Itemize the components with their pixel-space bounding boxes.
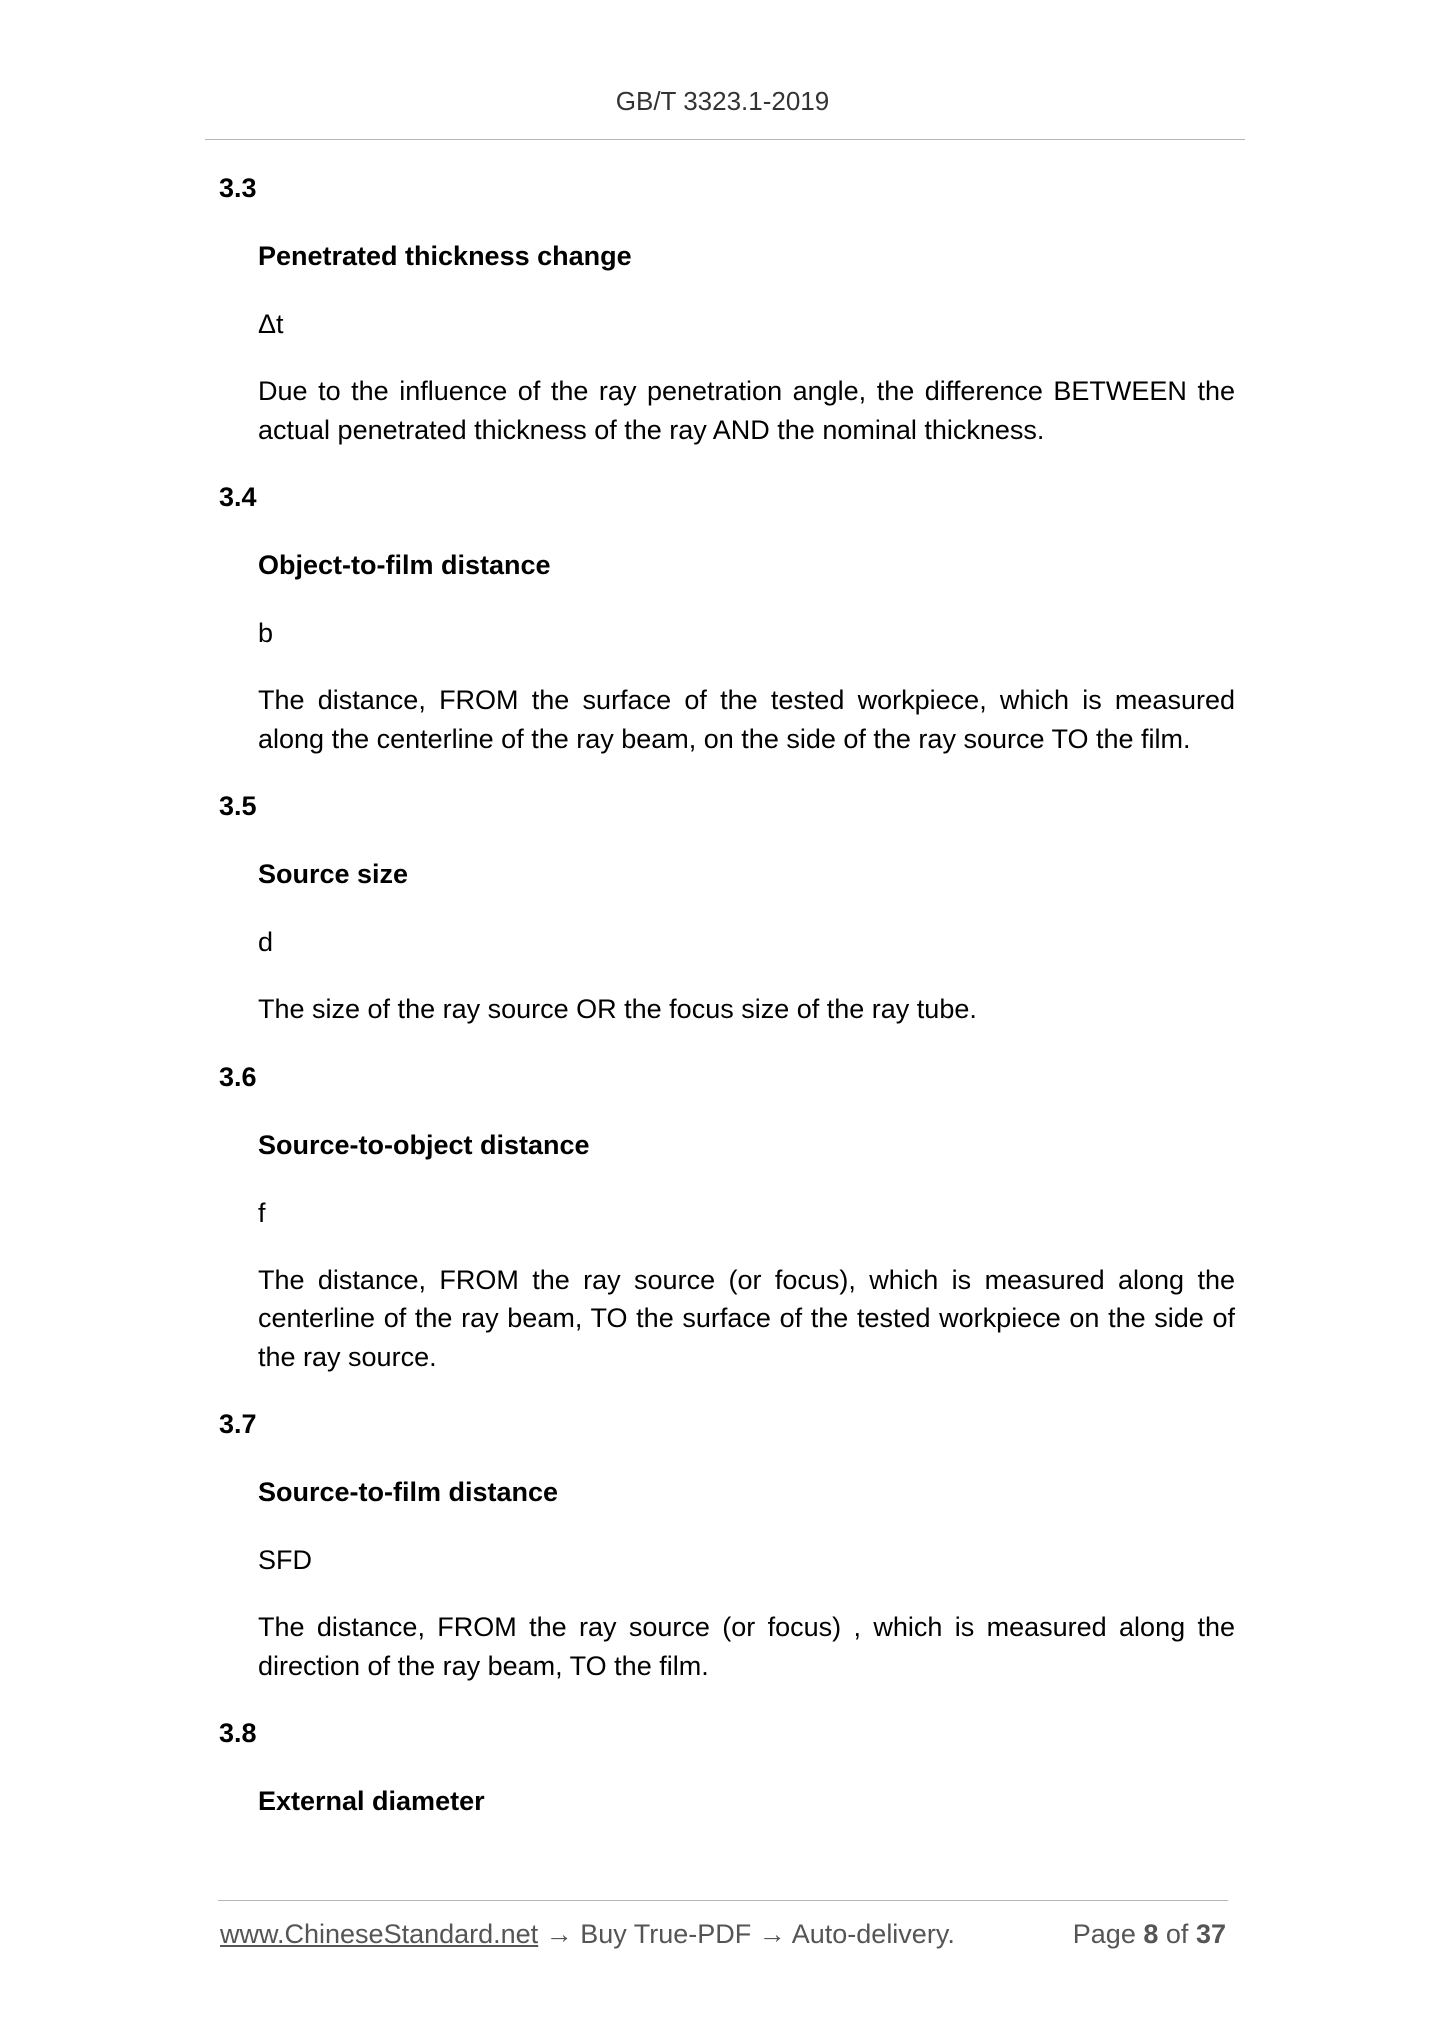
section-3-7: [219, 1404, 1235, 1685]
section-number: 3.3: [219, 173, 257, 203]
footer-divider: [218, 1900, 1228, 1901]
section-number: 3.4: [219, 482, 257, 512]
term-symbol: b: [258, 618, 274, 648]
term-symbol: f: [258, 1197, 266, 1228]
section-3-3: [219, 168, 1235, 449]
section-3-6: [219, 1057, 1235, 1377]
term-definition: The distance, FROM the ray source (or focus), which is measured along the centerline of the ray beam, TO the surface of the tested workpiece on the side of the ray source.: [258, 1264, 1235, 1372]
footer-promo: [220, 1919, 955, 1950]
page-label: Page: [1072, 1919, 1136, 1949]
term-definition: The size of the ray source OR the focus size of the ray tube.: [258, 994, 977, 1024]
term-symbol: d: [258, 927, 274, 957]
term-title: Source-to-film distance: [258, 1477, 559, 1507]
of-label: of: [1165, 1919, 1189, 1949]
term-title: Penetrated thickness change: [258, 241, 632, 271]
term-definition: The distance, FROM the ray source (or focus) , which is measured along the direction of the ray beam, TO the film.: [258, 1612, 1235, 1681]
term-definition: The distance, FROM the surface of the tested workpiece, which is measured along the centerline of the ray beam, on the side of the ray source TO the film.: [258, 685, 1235, 754]
section-number: 3.6: [219, 1061, 257, 1092]
document-header-title: GB/T 3323.1-2019: [615, 86, 830, 116]
page-footer: [220, 1919, 1226, 1959]
term-title: Object-to-film distance: [258, 550, 551, 580]
document-body: [219, 168, 1235, 1849]
term-title: External diameter: [258, 1786, 485, 1816]
term-definition: Due to the influence of the ray penetration angle, the difference BETWEEN the actual penetrated thickness of the ray AND the nominal thickness.: [258, 376, 1235, 445]
term-title: Source size: [258, 859, 409, 889]
page-counter: [1073, 1919, 1226, 1950]
section-3-8: [219, 1713, 1235, 1821]
section-number: 3.5: [219, 791, 257, 821]
header-divider: [205, 139, 1245, 140]
term-title: Source-to-object distance: [258, 1129, 590, 1160]
footer-tagline: → Buy True-PDF → Auto-delivery.: [538, 1919, 955, 1949]
total-page-count: 37: [1195, 1919, 1226, 1949]
section-3-4: [219, 477, 1235, 758]
section-3-5: [219, 786, 1235, 1029]
current-page-number: 8: [1143, 1919, 1159, 1949]
section-number: 3.8: [219, 1718, 257, 1748]
term-symbol: SFD: [258, 1545, 312, 1575]
section-number: 3.7: [219, 1409, 257, 1439]
website-link[interactable]: www.ChineseStandard.net: [220, 1919, 539, 1949]
term-symbol: Δt: [258, 309, 284, 339]
